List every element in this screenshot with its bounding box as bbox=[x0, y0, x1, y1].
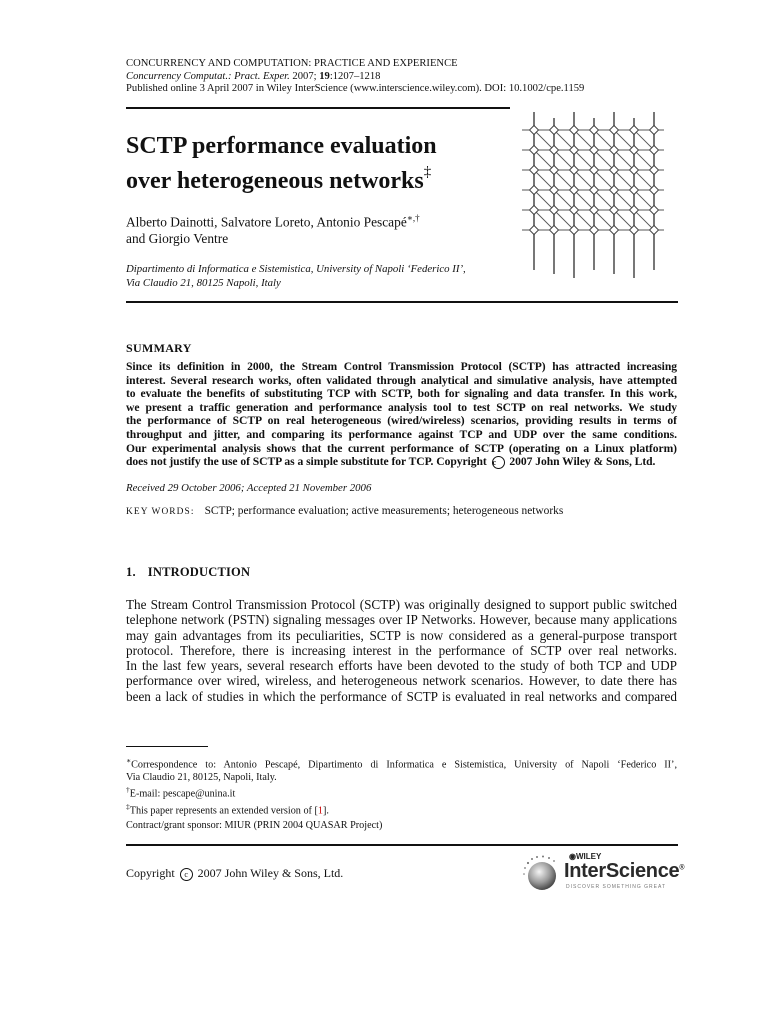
citation-year: 2007; bbox=[289, 71, 320, 82]
summary-heading: SUMMARY bbox=[126, 341, 192, 355]
title-rule bbox=[126, 301, 678, 303]
abstract-line: interest. Several research works, often validated through analytical and simulative analysis, have attempted bbox=[126, 373, 677, 387]
wiley-label: ◉WILEY bbox=[569, 852, 602, 861]
section-heading bbox=[126, 565, 250, 580]
citation-volume: 19 bbox=[319, 71, 330, 82]
interscience-tagline: DISCOVER SOMETHING GREAT bbox=[566, 884, 667, 890]
abstract-last-line: does not justify the use of SCTP as a simple substitute for TCP. Copyright c 2007 John Wiley & Sons, Ltd. bbox=[126, 455, 656, 469]
authors-line-2: and Giorgio Ventre bbox=[126, 231, 229, 247]
footnotes bbox=[126, 755, 677, 818]
paragraph-line: been a lack of studies in which the performance of SCTP is evaluated in real networks and compared bbox=[126, 688, 677, 704]
footnote-correspondence-address: Via Claudio 21, 80125, Napoli, Italy. bbox=[126, 771, 277, 783]
received-dates: Received 29 October 2006; Accepted 21 November 2006 bbox=[126, 482, 372, 494]
footnote-email: †E-mail: pescape@unina.it bbox=[126, 785, 236, 800]
interscience-globe-icon bbox=[522, 854, 562, 894]
header-rule bbox=[126, 107, 510, 109]
paper-title bbox=[126, 132, 437, 196]
copyright-symbol: c bbox=[180, 868, 193, 881]
footnote-rule bbox=[126, 746, 208, 747]
paragraph-line: In the last few years, several research efforts have been devoted to the study of both TCP and UDP bbox=[126, 658, 677, 674]
journal-citation bbox=[126, 71, 380, 83]
keywords-label: KEY WORDS: bbox=[126, 507, 195, 517]
paragraph-line: telephone network (PSTN) signaling messages over IP Networks. However, because many applications bbox=[126, 612, 677, 628]
contract-sponsor: Contract/grant sponsor: MIUR (PRIN 2004 QUASAR Project) bbox=[126, 820, 383, 831]
keywords-text: SCTP; performance evaluation; active measurements; heterogeneous networks bbox=[204, 505, 564, 517]
title-line-1: SCTP performance evaluation bbox=[126, 133, 437, 159]
copyright-symbol: c bbox=[492, 456, 505, 469]
section-number: 1. bbox=[126, 565, 136, 579]
publication-info: Published online 3 April 2007 in Wiley InterScience (www.interscience.wiley.com). DOI: 10.1002/cpe.1159 bbox=[126, 83, 585, 94]
keywords bbox=[126, 505, 563, 517]
authors-line-1: Alberto Dainotti, Salvatore Loreto, Antonio Pescapé∗,† bbox=[126, 213, 420, 230]
abstract-line: we present a traffic generation and performance analysis tool to test SCTP on real networks. We study bbox=[126, 400, 677, 414]
interscience-logo bbox=[522, 852, 685, 892]
paragraph-line: The Stream Control Transmission Protocol (SCTP) was originally designed to support public switched bbox=[126, 597, 677, 612]
author-list bbox=[126, 210, 420, 247]
abstract-line: to evaluate the benefits of substituting TCP with SCTP, both for signaling and data transfer. In this work, bbox=[126, 387, 677, 401]
paragraph-line: protocol. Therefore, there is increasing interest in the performance of SCTP over real networks. bbox=[126, 642, 677, 658]
affiliation-line-2: Via Claudio 21, 80125 Napoli, Italy bbox=[126, 277, 281, 289]
citation-abbrev: Concurrency Computat.: Pract. Exper. bbox=[126, 71, 290, 82]
interscience-name: InterScience® bbox=[564, 860, 685, 882]
title-footnote-mark: ‡ bbox=[423, 164, 432, 180]
section-title: INTRODUCTION bbox=[147, 565, 251, 579]
footer-rule bbox=[126, 844, 678, 846]
abstract-line: throughput and jitter, and comparing its performance against TCP and UDP over the same conditions. bbox=[126, 427, 677, 441]
title-line-2: over heterogeneous networks‡ bbox=[126, 164, 432, 194]
footnote-correspondence: ∗Correspondence to: Antonio Pescapé, Dipartimento di Informatica e Sistemistica, University of Napoli ‘Federico II’, bbox=[126, 756, 677, 771]
affiliation-line-1: Dipartimento di Informatica e Sistemistica, University of Napoli ‘Federico II’, bbox=[126, 263, 466, 275]
footnote-extended-version: ‡This paper represents an extended version of [1]. bbox=[126, 802, 329, 817]
citation-pages: :1207–1218 bbox=[329, 71, 381, 82]
paragraph-line: may gain advantages from its peculiarities, SCTP is now considered as a general-purpose transport bbox=[126, 627, 677, 643]
summary-abstract bbox=[126, 360, 677, 469]
author-footnote-marks: ∗,† bbox=[406, 213, 420, 223]
paragraph-line: performance over wired, wireless, and heterogeneous network scenarios. However, to date there has bbox=[126, 673, 677, 689]
abstract-line: Since its definition in 2000, the Stream Control Transmission Protocol (SCTP) has attracted increasing bbox=[126, 360, 677, 373]
cover-lattice-graphic bbox=[520, 108, 680, 286]
abstract-line: Our experimental analysis shows that the current performance of SCTP (operating on a Linux platform) bbox=[126, 441, 677, 455]
copyright-footer: Copyright c 2007 John Wiley & Sons, Ltd. bbox=[126, 866, 344, 880]
introduction-paragraph bbox=[126, 597, 677, 704]
journal-name: CONCURRENCY AND COMPUTATION: PRACTICE AND EXPERIENCE bbox=[126, 58, 458, 69]
affiliation bbox=[126, 262, 466, 290]
reference-link[interactable]: 1 bbox=[317, 805, 323, 817]
abstract-line: the performance of SCTP on real heterogeneous (wired/wireless) scenarios, providing results in terms of bbox=[126, 414, 677, 428]
